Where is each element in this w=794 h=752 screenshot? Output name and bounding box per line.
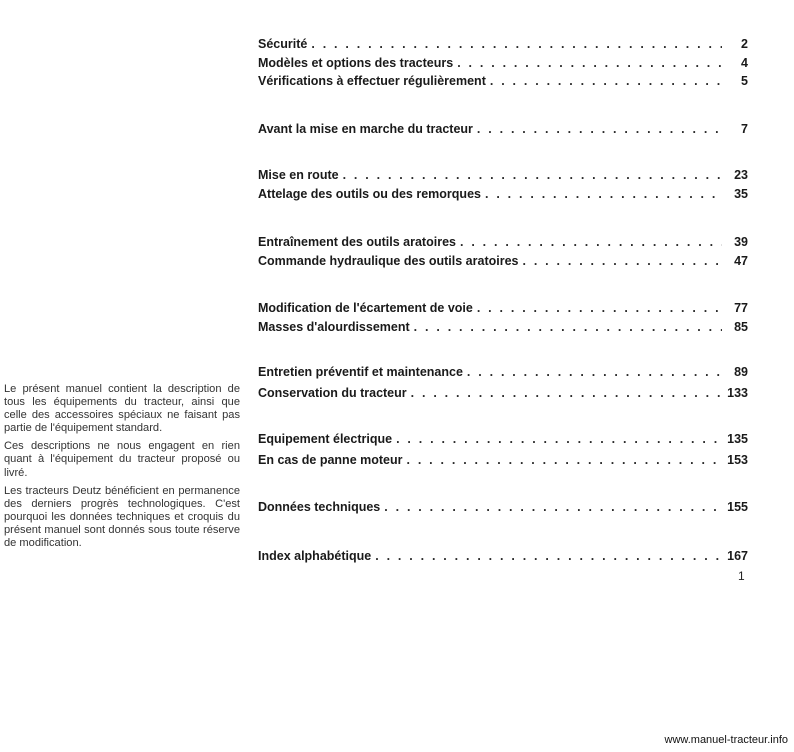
toc-entry[interactable] bbox=[258, 430, 748, 448]
toc-leader bbox=[343, 166, 722, 184]
toc-leader bbox=[522, 252, 722, 270]
toc-title: Avant la mise en marche du tracteur bbox=[258, 122, 473, 136]
toc-entry[interactable] bbox=[258, 384, 748, 402]
intro-paragraph: Le présent manuel contient la description de tous les équipements du tracteur, ainsi que celle des accessoires spéciaux ne faisant pas partie de l'équipement standard. bbox=[4, 383, 240, 435]
page-number: 1 bbox=[738, 569, 745, 583]
toc-leader bbox=[485, 185, 722, 203]
toc-title: Modification de l'écartement de voie bbox=[258, 301, 473, 315]
toc-leader bbox=[460, 233, 722, 251]
toc-page-number: 35 bbox=[734, 187, 748, 201]
toc-leader bbox=[414, 318, 722, 336]
toc-entry[interactable] bbox=[258, 35, 748, 53]
toc-page-number: 155 bbox=[727, 500, 748, 514]
toc-title: Attelage des outils ou des remorques bbox=[258, 187, 481, 201]
toc-leader bbox=[457, 54, 722, 72]
toc-page-number: 7 bbox=[741, 122, 748, 136]
toc-entry[interactable] bbox=[258, 120, 748, 138]
toc-page-number: 133 bbox=[727, 386, 748, 400]
toc-page-number: 4 bbox=[741, 56, 748, 70]
toc-leader bbox=[477, 299, 722, 317]
toc-entry[interactable] bbox=[258, 299, 748, 317]
toc-page-number: 153 bbox=[727, 453, 748, 467]
toc-leader bbox=[396, 430, 722, 448]
toc-title: Index alphabétique bbox=[258, 549, 372, 563]
toc-leader bbox=[411, 384, 722, 402]
toc-entry[interactable] bbox=[258, 451, 748, 469]
toc-page-number: 39 bbox=[734, 235, 748, 249]
toc-entry[interactable] bbox=[258, 233, 748, 251]
toc-page-number: 2 bbox=[741, 37, 748, 51]
watermark-url: www.manuel-tracteur.info bbox=[664, 734, 788, 746]
toc-title: En cas de panne moteur bbox=[258, 453, 403, 467]
toc-entry[interactable] bbox=[258, 166, 748, 184]
toc-entry[interactable] bbox=[258, 252, 748, 270]
toc-page-number: 23 bbox=[734, 168, 748, 182]
toc-title: Données techniques bbox=[258, 500, 381, 514]
toc-title: Sécurité bbox=[258, 37, 308, 51]
toc-title: Entretien préventif et maintenance bbox=[258, 365, 463, 379]
toc-entry[interactable] bbox=[258, 54, 748, 72]
toc-leader bbox=[406, 451, 722, 469]
toc-page-number: 89 bbox=[734, 365, 748, 379]
intro-paragraph: Ces descriptions ne nous engagent en rien quant à l'équipement du tracteur proposé ou livré. bbox=[4, 440, 240, 479]
toc-entry[interactable] bbox=[258, 72, 748, 90]
toc-leader bbox=[467, 363, 722, 381]
toc-leader bbox=[477, 120, 722, 138]
intro-notice bbox=[4, 383, 240, 555]
toc-page-number: 167 bbox=[727, 549, 748, 563]
toc-page-number: 47 bbox=[734, 254, 748, 268]
toc-title: Modèles et options des tracteurs bbox=[258, 56, 454, 70]
toc-title: Masses d'alourdissement bbox=[258, 320, 410, 334]
toc-entry[interactable] bbox=[258, 363, 748, 381]
toc-title: Equipement électrique bbox=[258, 432, 393, 446]
toc-page-number: 77 bbox=[734, 301, 748, 315]
toc-leader bbox=[311, 35, 722, 53]
toc-leader bbox=[375, 547, 722, 565]
toc-title: Conservation du tracteur bbox=[258, 386, 407, 400]
toc-leader bbox=[384, 498, 722, 516]
toc-leader bbox=[490, 72, 722, 90]
toc-title: Commande hydraulique des outils aratoires bbox=[258, 254, 519, 268]
toc-entry[interactable] bbox=[258, 185, 748, 203]
toc-title: Entraînement des outils aratoires bbox=[258, 235, 456, 249]
toc-title: Vérifications à effectuer régulièrement bbox=[258, 74, 486, 88]
toc-title: Mise en route bbox=[258, 168, 339, 182]
toc-entry[interactable] bbox=[258, 318, 748, 336]
toc-entry[interactable] bbox=[258, 498, 748, 516]
toc-page-number: 135 bbox=[727, 432, 748, 446]
toc-entry[interactable] bbox=[258, 547, 748, 565]
intro-paragraph: Les tracteurs Deutz bénéficient en permanence des derniers progrès technologiques. C'est pourquoi les données techniques et croquis du présent manuel sont donnés sous toute réserve de modification. bbox=[4, 484, 240, 550]
toc-page-number: 5 bbox=[741, 74, 748, 88]
toc-page-number: 85 bbox=[734, 320, 748, 334]
